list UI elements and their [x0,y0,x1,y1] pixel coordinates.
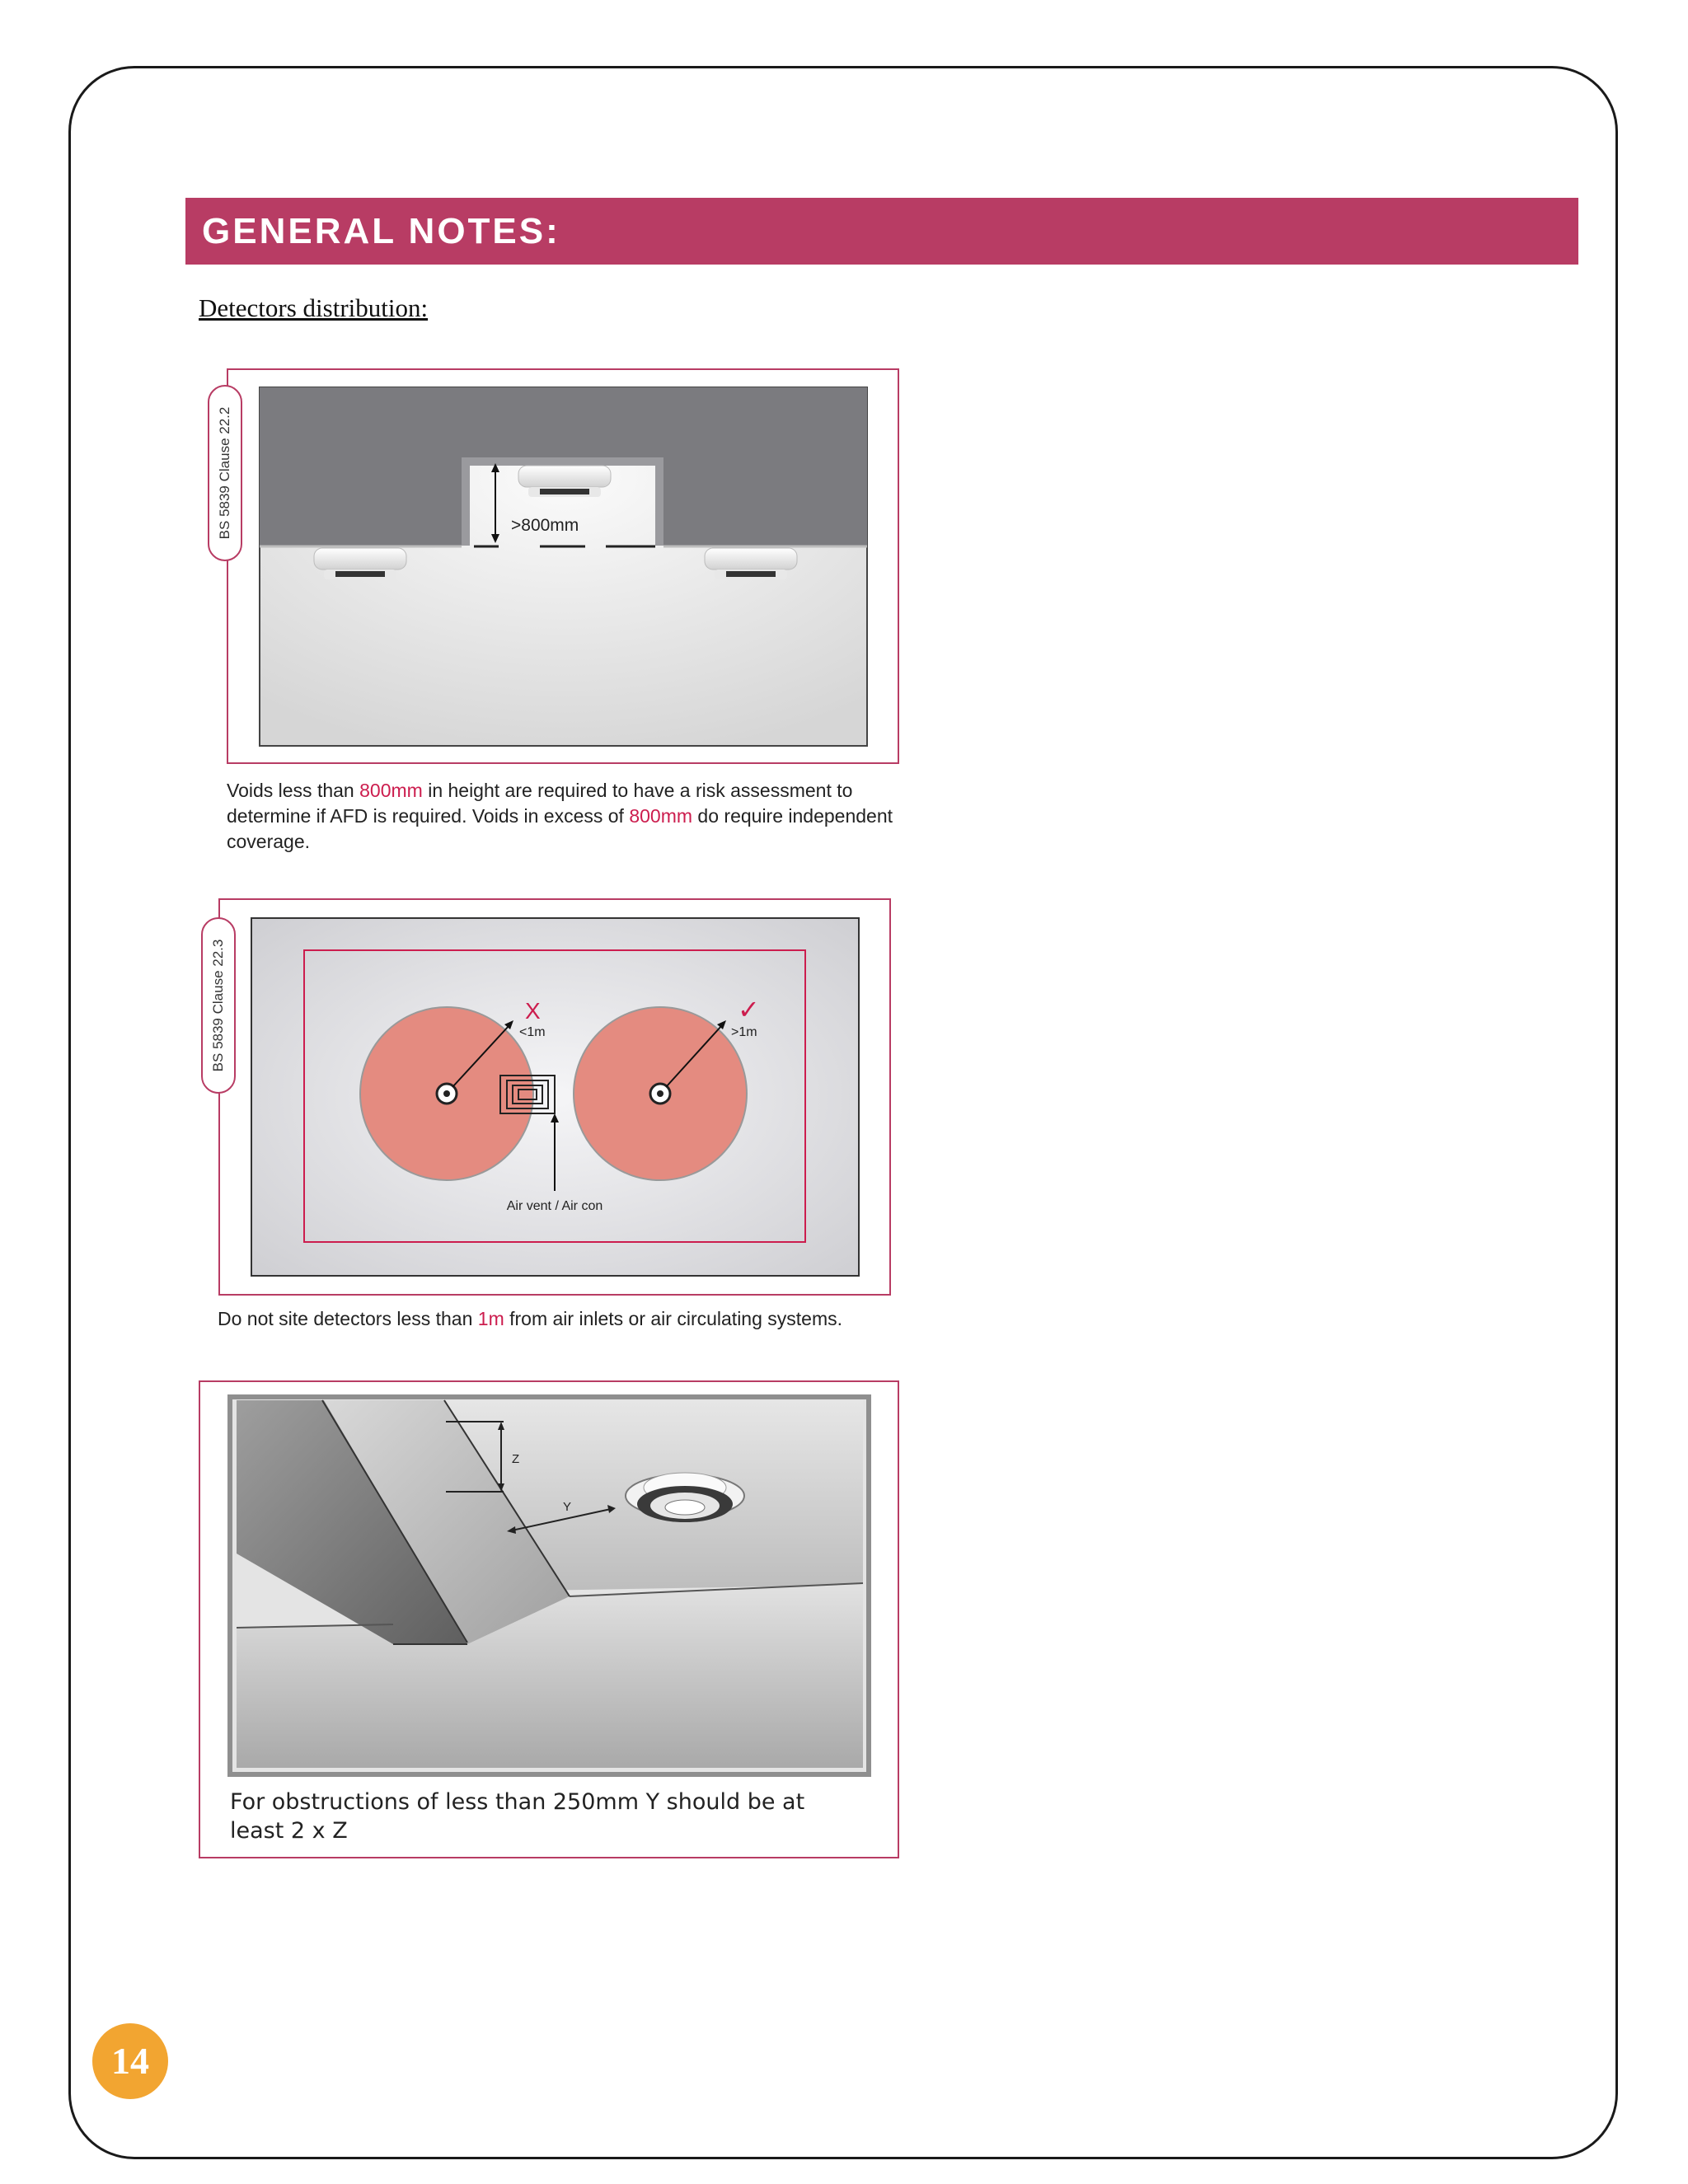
figure-beam-obstruction [199,1380,899,1858]
figure-air-vent [218,898,891,1296]
beam-diagram [199,1380,899,1858]
vent-label: Air vent / Air con [506,1199,603,1213]
void-diagram [227,368,899,764]
z-label: Z [512,1452,520,1466]
clause-label: BS 5839 Clause 22.3 [210,939,226,1072]
wrong-label: <1m [519,1025,546,1039]
caption-line-1: For obstructions of less than 250mm Y should be at [230,1789,805,1815]
section-header: GENERAL NOTES: [185,198,1578,265]
right-label: >1m [731,1025,757,1039]
wrong-mark: X [525,998,541,1024]
smoke-detector-void [518,466,611,497]
subheading: Detectors distribution: [199,293,429,322]
clause-tag [201,917,236,1094]
figure-void-height [227,368,899,764]
y-label: Y [563,1500,572,1514]
dimension-label: >800mm [511,516,579,535]
clause-label: BS 5839 Clause 22.2 [217,406,232,540]
page-number: 14 [92,2023,168,2099]
figure2-caption: Do not site detectors less than 1m from air inlets or air circulating systems. [218,1308,843,1329]
clause-tag [208,385,242,561]
smoke-detector-left [314,548,406,579]
caption-line-2: least 2 x Z [230,1818,348,1844]
figure1-caption: Voids less than 800mm in height are required to have a risk assessment to determine if AFD is required. Voids in excess of 800mm do require independent coverage. [227,780,893,852]
check-mark: ✓ [738,994,760,1025]
air-vent-diagram [218,898,891,1296]
smoke-detector-right [705,548,797,579]
